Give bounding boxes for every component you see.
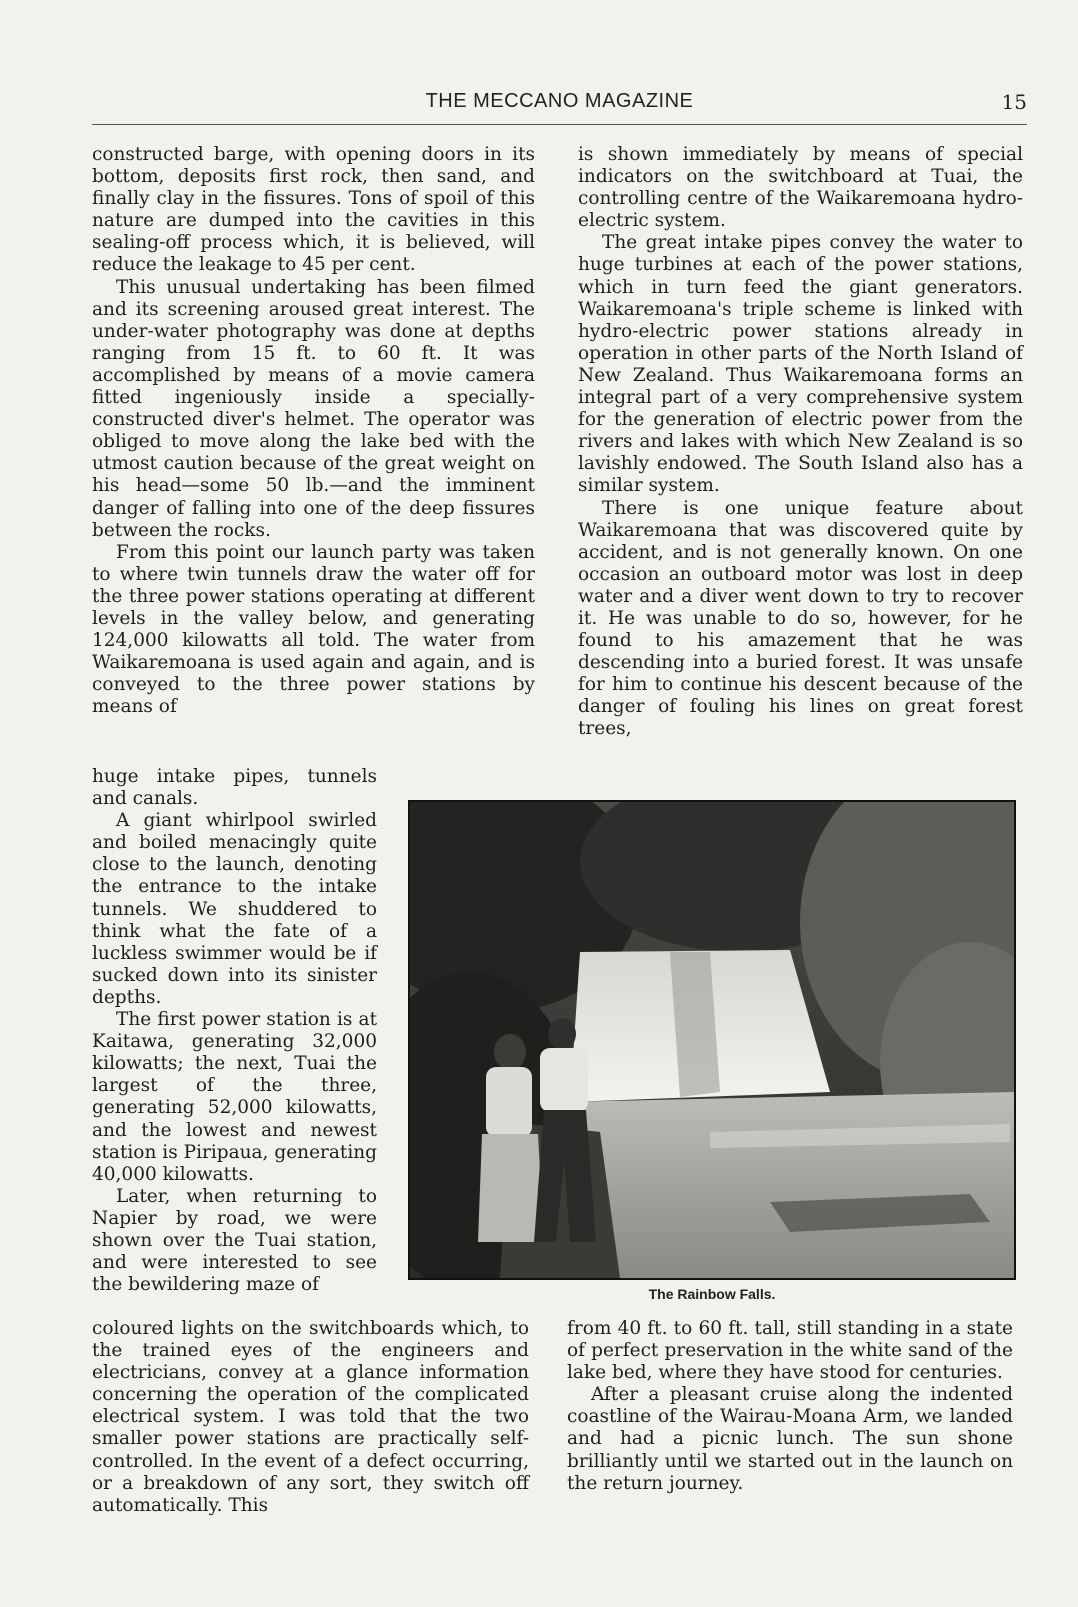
paragraph: huge intake pipes, tunnels and canals.	[92, 766, 377, 810]
header-rule	[92, 124, 1027, 125]
paragraph: from 40 ft. to 60 ft. tall, still standing in a state of perfect preservation in the white sand of the lake bed, where they have stood for centuries.	[567, 1318, 1013, 1384]
waterfall-photo-illustration	[410, 802, 1014, 1278]
page-number: 15	[1001, 90, 1027, 114]
page-header	[92, 90, 1027, 120]
paragraph: From this point our launch party was taken to where twin tunnels draw the water off for the three power stations operating at different levels in the valley below, and generating 124,000 kilowatts all told. The water from Waikaremoana is used again and again, and is conveyed to the three power stations by means of	[92, 541, 535, 718]
paragraph: There is one unique feature about Waikaremoana that was discovered quite by accident, and is not generally known. On one occasion an outboard motor was lost in deep water and a diver went down to try to recover it. He was unable to do so, however, for he found to his amazement that he was descending into a buried forest. It was unsafe for him to continue his descent because of the danger of fouling his lines on great forest trees,	[578, 497, 1023, 740]
paragraph: The first power station is at Kaitawa, generating 32,000 kilowatts; the next, Tuai the largest of the three, generating 52,000 kilowatts, and the lowest and newest station is Piripaua, generating 40,000 kilowatts.	[92, 1009, 377, 1185]
column-right-top	[578, 144, 1023, 741]
column-right-bottom	[567, 1318, 1013, 1495]
paragraph: After a pleasant cruise along the indented coastline of the Wairau-Moana Arm, we landed and had a picnic lunch. The sun shone brilliantly until we started out in the launch on the return journey.	[567, 1384, 1013, 1494]
column-left-top	[92, 144, 535, 718]
rainbow-falls-photo	[408, 800, 1016, 1280]
paragraph: A giant whirlpool swirled and boiled menacingly quite close to the launch, denoting the entrance to the intake tunnels. We shuddered to think what the fate of a luckless swimmer would be if sucked down into its sinister depths.	[92, 810, 377, 1008]
column-left-beside-photo	[92, 766, 377, 1296]
paragraph: Later, when returning to Napier by road, we were shown over the Tuai station, and were interested to see the bewildering maze of	[92, 1185, 377, 1296]
paragraph: coloured lights on the switchboards which, to the trained eyes of the engineers and electricians, convey at a glance information concerning the operation of the complicated electrical system. I was told that the two smaller power stations are practically self-controlled. In the event of a defect occurring, or a breakdown of any sort, they switch off automatically. This	[92, 1318, 529, 1516]
paragraph: is shown immediately by means of special indicators on the switchboard at Tuai, the controlling centre of the Waikaremoana hydro-electric system.	[578, 144, 1023, 232]
paragraph: constructed barge, with opening doors in its bottom, deposits first rock, then sand, and finally clay in the fissures. Tons of spoil of this nature are dumped into the cavities in this sealing-off process which, it is believed, will reduce the leakage to 45 per cent.	[92, 144, 535, 276]
paragraph: The great intake pipes convey the water to huge turbines at each of the power stations, which in turn feed the giant generators. Waikaremoana's triple scheme is linked with hydro-electric power stations already in operation in other parts of the North Island of New Zealand. Thus Waikaremoana forms an integral part of a very comprehensive system for the generation of electric power from the rivers and lakes with which New Zealand is so lavishly endowed. The South Island also has a similar system.	[578, 232, 1023, 497]
photo-caption: The Rainbow Falls.	[648, 1286, 776, 1302]
magazine-title: THE MECCANO MAGAZINE	[425, 90, 694, 112]
paragraph: This unusual undertaking has been filmed and its screening aroused great interest. The under-water photography was done at depths ranging from 15 ft. to 60 ft. It was accomplished by means of a movie camera fitted ingeniously inside a specially-constructed diver's helmet. The operator was obliged to move along the lake bed with the utmost caution because of the great weight on his head—some 50 lb.—and the imminent danger of falling into one of the deep fissures between the rocks.	[92, 276, 535, 541]
column-left-bottom	[92, 1318, 529, 1517]
